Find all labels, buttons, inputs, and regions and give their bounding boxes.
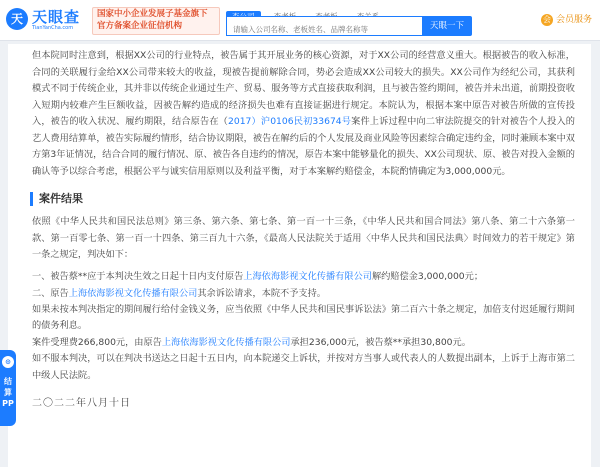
search-tabs (226, 4, 387, 16)
judgment-date: 二〇二二年八月十日 (32, 398, 131, 409)
logo-icon: 天 (6, 8, 28, 30)
interest-paragraph: 如果未按本判决指定的期间履行给付金钱义务，应当依照《中华人民共和国民事诉讼法》第二百六十条之规定，加倍支付迟延履行期间的债务利息。 (32, 303, 575, 331)
appeal-paragraph: 如不服本判决，可以在判决书送达之日起十五日内，向本院递交上诉状，并按对方当事人或代表人的人数提出副本，上诉于上海市第二中级人民法院。 (32, 353, 575, 381)
ruling-item-1 (32, 268, 575, 285)
ruling-item-2-text-a: 二、原告 (32, 287, 69, 299)
case-reference-link[interactable]: 2017）沪0106民初33674号 (228, 116, 352, 127)
tianyancha-logo[interactable] (6, 6, 88, 34)
vip-service-link[interactable] (541, 12, 592, 26)
search-input[interactable] (227, 21, 419, 39)
company-link[interactable]: 上海依海影视文化传播有限公司 (243, 270, 372, 282)
promo-badge (92, 7, 220, 35)
top-header (0, 0, 600, 41)
widget-icon: ⊙ (2, 356, 14, 368)
logo-text: 天眼查 (32, 8, 81, 26)
legal-basis-paragraph: 依照《中华人民共和国民法总则》第三条、第六条、第七条、第一百一十三条，《中华人民共和国合同法》第八条、第二十六条第一款、第一百零七条、第一百一十四条、第三百九十六条，《最高人民法院关于适用〈中华人民共和国民法典〉时间效力的若干规定》第一条之规定，判决如下： (32, 216, 575, 260)
ruling-item-2 (32, 285, 575, 302)
ruling-item-1-text-a: 一、被告蔡**应于本判决生效之日起十日内支付原告 (32, 270, 244, 282)
section-title-case-result: 案件结果 (30, 192, 575, 206)
search-button[interactable]: 天眼一下 (422, 16, 472, 36)
vip-label: 会员服务 (555, 15, 592, 25)
reasoning-text-a: 但本院同时注意到，根据XX公司的行业特点，被告属于其开展业务的核心资源，对于XX公司的经营意义重大。根据被告的收入标准，合同的关联履行金给XX公司带来较大的收益，现被告提前解除合同，势必会造成XX公司较大的损失。XX公司作为经纪公司，其获利模式不同于传统企业，其并非以传统企业通过生产、贸易、服务等方式直接获取利润，且与被告签约期间，被告并未出道，前期投资收入短期内较难产生巨额收益，因被告解约造成的经济损失也难有直接证据进行规定。本院认为，根据本案中原告对被告所做的宣传投入，被告的收入状况、履约期限，结合原告在（ (32, 50, 575, 127)
reasoning-text-b: 案件上诉过程中向二审法院提交的针对被告个人投入的艺人费用结算单，被告实际履约情形，结合协议期限，被告在解约后的个人发展及商业风险等因素综合确定违约金，同时兼顾本案中双方第3年证情况，结合合同的履行情况、原、被告各自违约的情况，原告本案中能够量化的损失、XX公司现状、原、被告对投入金额的确认等予以综合考虑，根据公平与诚实信用原则以及利益平衡，对于本案解约赔偿金，本院酌情确定为3,000,000元。 (32, 116, 575, 177)
ruling-item-2-text-b: 其余诉讼请求，本院不予支持。 (197, 287, 326, 299)
vip-icon: 会 (542, 14, 551, 24)
company-link[interactable]: 上海依海影视文化传播有限公司 (68, 287, 198, 299)
fee-text-a: 案件受理费266,800元，由原告 (32, 336, 162, 348)
reasoning-paragraph (32, 48, 575, 180)
floating-side-widget[interactable] (0, 350, 16, 426)
judgment-content (8, 44, 591, 467)
fee-paragraph (32, 335, 575, 352)
widget-label: 结 算 PP (2, 377, 14, 408)
company-link[interactable]: 上海依海影视文化传播有限公司 (161, 336, 291, 348)
promo-line-2: 官方备案企业征信机构 (97, 21, 183, 31)
ruling-item-1-text-b: 解约赔偿金3,000,000元； (371, 270, 484, 282)
logo-subtext: TianYanCha.com (32, 25, 74, 31)
fee-text-b: 承担236,000元，被告蔡**承担30,800元。 (290, 336, 471, 348)
promo-line-1: 国家中小企业发展子基金旗下 (97, 9, 208, 19)
